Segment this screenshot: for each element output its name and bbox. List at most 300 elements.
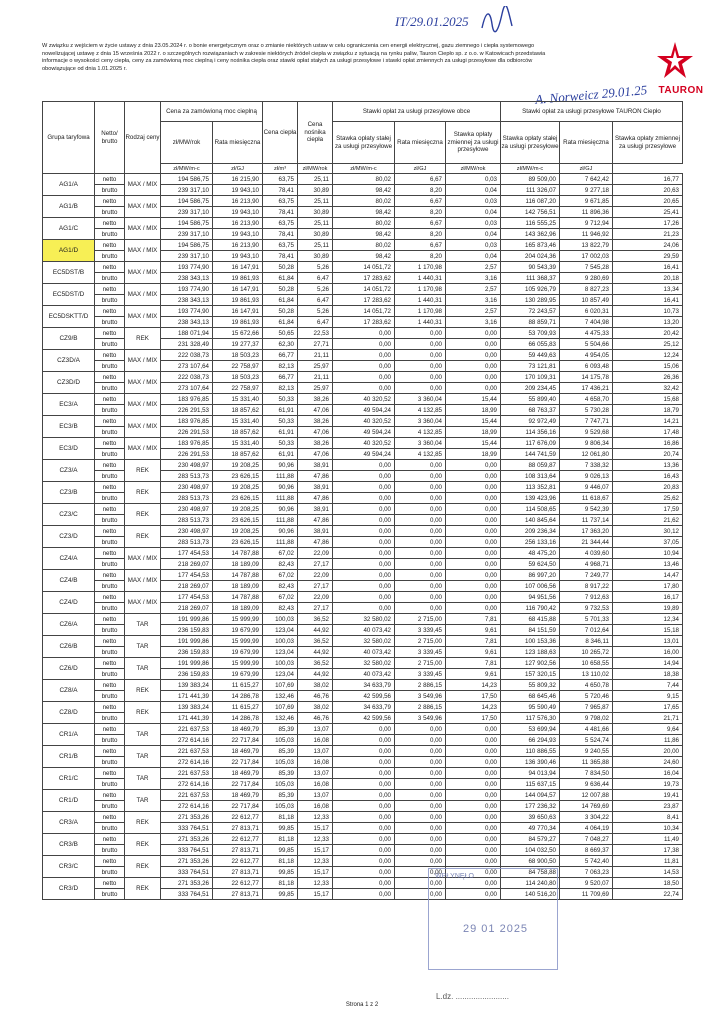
value-cell: 7 912,63 [560, 592, 613, 603]
value-cell: 0,00 [395, 845, 446, 856]
value-cell: 16,41 [613, 295, 683, 306]
tariff-group-cell: CR3/C [43, 856, 95, 878]
table-row [43, 504, 683, 515]
value-cell: 24,60 [613, 757, 683, 768]
value-cell: 13,36 [613, 460, 683, 471]
value-cell: 0,00 [446, 592, 501, 603]
value-cell: 8 827,23 [560, 284, 613, 295]
value-cell: 98,42 [333, 207, 395, 218]
value-cell: 333 764,51 [161, 823, 213, 834]
value-cell: 171 441,39 [161, 713, 213, 724]
value-cell: 1 170,98 [395, 306, 446, 317]
value-cell: 5,26 [298, 284, 333, 295]
value-cell: 7 249,77 [560, 570, 613, 581]
value-cell: 0,00 [395, 581, 446, 592]
value-cell: 0,00 [395, 372, 446, 383]
value-cell: 61,84 [263, 317, 298, 328]
value-cell: 272 614,16 [161, 779, 213, 790]
unit-cell: zł/GJ [395, 164, 446, 174]
value-cell: 17,26 [613, 218, 683, 229]
price-kind-cell: MAX / MIX [125, 394, 161, 416]
value-cell: 11 946,92 [560, 229, 613, 240]
value-cell: 5 701,33 [560, 614, 613, 625]
value-cell: 50,33 [263, 416, 298, 427]
value-cell: 114 240,80 [501, 878, 560, 889]
unit-cell: zł/MW/rok [298, 164, 333, 174]
value-cell: 18 189,09 [213, 603, 263, 614]
value-cell: 3,16 [446, 317, 501, 328]
value-cell: 13,07 [298, 790, 333, 801]
value-cell: 116 555,25 [501, 218, 560, 229]
intro-paragraph: W związku z wejściem w życie ustawy z dnia 23.05.2024 r. o bonie energetycznym oraz o zmianie niektórych ustaw w celu ograniczenia cen energii elektrycznej, gazu ziemnego i ciepła systemowego nowelizującej ustawę z dnia 15 września 2022 r. o szczególnych rozwiązaniach w zakresie niektórych źródeł ciepła w związku z sytuacją na rynku paliw, Tauron Ciepło sp. z o.o. w Katowicach przedstawia informacje o wysokości ceny ciepła, ceny za zamówioną moc cieplną i ceny nośnika ciepła oraz stawki opłat stałych za usługi przesyłowe i stawki opłat zmiennych za usługi przesyłowe dla odbiorców obowiązujące od dnia 1.01.2025 r. [42, 43, 546, 72]
value-cell: 6,67 [395, 196, 446, 207]
value-cell: 17 363,20 [560, 526, 613, 537]
value-cell: 18 469,79 [213, 724, 263, 735]
value-cell: 144 741,59 [501, 449, 560, 460]
value-cell: 271 353,26 [161, 878, 213, 889]
value-cell: 36,52 [298, 614, 333, 625]
value-cell: 105 926,79 [501, 284, 560, 295]
brutto-label: brutto [95, 735, 125, 746]
value-cell: 13,46 [613, 559, 683, 570]
value-cell: 61,91 [263, 427, 298, 438]
value-cell: 283 513,73 [161, 515, 213, 526]
value-cell: 0,00 [333, 526, 395, 537]
value-cell: 85,39 [263, 790, 298, 801]
value-cell: 221 637,53 [161, 768, 213, 779]
value-cell: 40 073,42 [333, 647, 395, 658]
value-cell: 19 943,10 [213, 207, 263, 218]
value-cell: 16,86 [613, 438, 683, 449]
value-cell: 17,50 [446, 713, 501, 724]
value-cell: 19 277,37 [213, 339, 263, 350]
value-cell: 19,41 [613, 790, 683, 801]
value-cell: 53 699,94 [501, 724, 560, 735]
value-cell: 191 999,86 [161, 636, 213, 647]
brutto-label: brutto [95, 383, 125, 394]
value-cell: 0,00 [395, 361, 446, 372]
value-cell: 8 669,37 [560, 845, 613, 856]
value-cell: 22 612,77 [213, 878, 263, 889]
value-cell: 105,03 [263, 801, 298, 812]
value-cell: 23 626,15 [213, 493, 263, 504]
value-cell: 5 742,40 [560, 856, 613, 867]
value-cell: 5 524,74 [560, 735, 613, 746]
value-cell: 38,91 [298, 526, 333, 537]
value-cell: 27 813,71 [213, 867, 263, 878]
value-cell: 19 208,25 [213, 460, 263, 471]
value-cell: 12,33 [298, 856, 333, 867]
value-cell: 38,02 [298, 702, 333, 713]
value-cell: 0,00 [395, 757, 446, 768]
netto-label: netto [95, 526, 125, 537]
price-kind-cell: MAX / MIX [125, 174, 161, 196]
page-footer: Strona 1 z 2 [345, 1002, 379, 1008]
value-cell: 5,26 [298, 262, 333, 273]
brutto-label: brutto [95, 757, 125, 768]
received-stamp [428, 868, 558, 970]
value-cell: 0,00 [333, 581, 395, 592]
value-cell: 18,99 [446, 449, 501, 460]
value-cell: 0,00 [446, 856, 501, 867]
value-cell: 0,00 [333, 471, 395, 482]
table-row [43, 372, 683, 383]
value-cell: 140 845,64 [501, 515, 560, 526]
value-cell: 17 283,62 [333, 295, 395, 306]
value-cell: 34 633,79 [333, 702, 395, 713]
value-cell: 47,86 [298, 493, 333, 504]
price-kind-cell: MAX / MIX [125, 416, 161, 438]
table-row [43, 416, 683, 427]
table-row [43, 394, 683, 405]
table-row [43, 878, 683, 889]
value-cell: 15 331,40 [213, 416, 263, 427]
value-cell: 0,00 [333, 878, 395, 889]
value-cell: 0,00 [446, 878, 501, 889]
value-cell: 105,03 [263, 779, 298, 790]
value-cell: 14,23 [446, 702, 501, 713]
value-cell: 14 051,72 [333, 306, 395, 317]
value-cell: 22,74 [613, 889, 683, 900]
value-cell: 230 498,97 [161, 526, 213, 537]
netto-label: netto [95, 372, 125, 383]
value-cell: 17,65 [613, 702, 683, 713]
value-cell: 42 599,56 [333, 713, 395, 724]
netto-label: netto [95, 878, 125, 889]
value-cell: 47,86 [298, 515, 333, 526]
value-cell: 17,50 [446, 691, 501, 702]
value-cell: 15,17 [298, 867, 333, 878]
brutto-label: brutto [95, 229, 125, 240]
handwritten-signature [478, 6, 518, 36]
netto-label: netto [95, 240, 125, 251]
value-cell: 0,00 [446, 339, 501, 350]
value-cell: 38,91 [298, 460, 333, 471]
value-cell: 21 344,44 [560, 537, 613, 548]
value-cell: 226 291,53 [161, 405, 213, 416]
brutto-label: brutto [95, 669, 125, 680]
value-cell: 226 291,53 [161, 449, 213, 460]
netto-label: netto [95, 768, 125, 779]
value-cell: 29,59 [613, 251, 683, 262]
value-cell: 99,85 [263, 823, 298, 834]
value-cell: 108 313,64 [501, 471, 560, 482]
value-cell: 92 972,49 [501, 416, 560, 427]
value-cell: 19 943,10 [213, 251, 263, 262]
value-cell: 7 747,71 [560, 416, 613, 427]
value-cell: 38,91 [298, 504, 333, 515]
unit-cell: zł/MW/m-c [333, 164, 395, 174]
value-cell: 0,00 [395, 526, 446, 537]
value-cell: 0,00 [395, 603, 446, 614]
value-cell: 0,00 [333, 735, 395, 746]
value-cell: 86 997,20 [501, 570, 560, 581]
value-cell: 82,13 [263, 383, 298, 394]
tariff-group-cell: CR1/A [43, 724, 95, 746]
value-cell: 0,00 [333, 537, 395, 548]
value-cell: 44,92 [298, 669, 333, 680]
value-cell: 3 304,22 [560, 812, 613, 823]
value-cell: 11 365,88 [560, 757, 613, 768]
value-cell: 50,28 [263, 306, 298, 317]
value-cell: 82,43 [263, 603, 298, 614]
value-cell: 63,75 [263, 218, 298, 229]
value-cell: 14 175,78 [560, 372, 613, 383]
value-cell: 25,12 [613, 339, 683, 350]
brutto-label: brutto [95, 471, 125, 482]
value-cell: 283 513,73 [161, 537, 213, 548]
value-cell: 18,50 [613, 878, 683, 889]
value-cell: 50,33 [263, 438, 298, 449]
value-cell: 6 093,48 [560, 361, 613, 372]
unit-cell: zł/GJ [213, 164, 263, 174]
table-row [43, 240, 683, 251]
value-cell: 0,00 [446, 790, 501, 801]
value-cell: 19 208,25 [213, 482, 263, 493]
header-transfer-tauron: Stawki opłat za usługi przesyłowe TAURON Ciepło [501, 102, 683, 122]
brutto-label: brutto [95, 537, 125, 548]
value-cell: 68 900,50 [501, 856, 560, 867]
value-cell: 16 147,91 [213, 262, 263, 273]
value-cell: 19,89 [613, 603, 683, 614]
price-kind-cell: REK [125, 482, 161, 504]
value-cell: 2 886,15 [395, 680, 446, 691]
value-cell: 11 709,69 [560, 889, 613, 900]
value-cell: 7 012,64 [560, 625, 613, 636]
value-cell: 55 899,40 [501, 394, 560, 405]
value-cell: 0,00 [395, 328, 446, 339]
value-cell: 55 809,32 [501, 680, 560, 691]
value-cell: 16,04 [613, 768, 683, 779]
value-cell: 9 732,53 [560, 603, 613, 614]
value-cell: 9 542,39 [560, 504, 613, 515]
value-cell: 13,07 [298, 746, 333, 757]
tariff-group-cell: AG1/B [43, 196, 95, 218]
value-cell: 236 159,83 [161, 625, 213, 636]
value-cell: 222 038,73 [161, 372, 213, 383]
value-cell: 59 449,63 [501, 350, 560, 361]
value-cell: 183 976,85 [161, 416, 213, 427]
price-kind-cell: TAR [125, 636, 161, 658]
value-cell: 32 580,02 [333, 614, 395, 625]
table-row [43, 768, 683, 779]
value-cell: 142 756,51 [501, 207, 560, 218]
value-cell: 40 320,52 [333, 438, 395, 449]
price-kind-cell: REK [125, 812, 161, 834]
value-cell: 238 343,13 [161, 317, 213, 328]
value-cell: 26,36 [613, 372, 683, 383]
value-cell: 0,00 [446, 823, 501, 834]
value-cell: 61,84 [263, 273, 298, 284]
value-cell: 256 133,16 [501, 537, 560, 548]
value-cell: 272 614,16 [161, 801, 213, 812]
value-cell: 47,06 [298, 427, 333, 438]
value-cell: 10 265,72 [560, 647, 613, 658]
value-cell: 20,42 [613, 328, 683, 339]
brutto-label: brutto [95, 339, 125, 350]
tariff-group-cell: CZ8/D [43, 702, 95, 724]
value-cell: 22,09 [298, 548, 333, 559]
value-cell: 13,34 [613, 284, 683, 295]
table-row [43, 592, 683, 603]
brutto-label: brutto [95, 295, 125, 306]
value-cell: 23 626,15 [213, 515, 263, 526]
value-cell: 0,00 [395, 790, 446, 801]
value-cell: 4 039,60 [560, 548, 613, 559]
unit-cell: zł/m³ [263, 164, 298, 174]
value-cell: 2 715,00 [395, 614, 446, 625]
value-cell: 15 331,40 [213, 438, 263, 449]
value-cell: 193 774,90 [161, 306, 213, 317]
value-cell: 10 857,49 [560, 295, 613, 306]
header-variable-fee-tauron: Stawka opłaty zmiennej za usługi przesyłowe [613, 122, 683, 164]
value-cell: 0,00 [446, 570, 501, 581]
tariff-group-cell: EC3/A [43, 394, 95, 416]
value-cell: 22 758,97 [213, 361, 263, 372]
value-cell: 4 481,66 [560, 724, 613, 735]
value-cell: 18,99 [446, 427, 501, 438]
value-cell: 3 339,45 [395, 625, 446, 636]
value-cell: 32 580,02 [333, 658, 395, 669]
header-transfer-foreign: Stawki opłat za usługi przesyłowe obce [333, 102, 501, 122]
value-cell: 12,33 [298, 834, 333, 845]
value-cell: 0,00 [395, 504, 446, 515]
brutto-label: brutto [95, 823, 125, 834]
value-cell: 15,44 [446, 394, 501, 405]
value-cell: 0,00 [395, 592, 446, 603]
value-cell: 0,00 [395, 724, 446, 735]
value-cell: 3 360,04 [395, 416, 446, 427]
value-cell: 47,06 [298, 405, 333, 416]
value-cell: 107,69 [263, 680, 298, 691]
netto-label: netto [95, 460, 125, 471]
value-cell: 0,00 [446, 735, 501, 746]
value-cell: 2 715,00 [395, 658, 446, 669]
value-cell: 73 121,81 [501, 361, 560, 372]
value-cell: 9 712,94 [560, 218, 613, 229]
value-cell: 47,86 [298, 471, 333, 482]
header-rate-monthly: Rata miesięczna [395, 122, 446, 164]
value-cell: 89 509,00 [501, 174, 560, 185]
value-cell: 230 498,97 [161, 482, 213, 493]
value-cell: 107 006,56 [501, 581, 560, 592]
value-cell: 22,53 [298, 328, 333, 339]
value-cell: 95 590,49 [501, 702, 560, 713]
tariff-group-cell: EC3/B [43, 416, 95, 438]
tariff-group-cell: CZ3D/D [43, 372, 95, 394]
value-cell: 78,41 [263, 185, 298, 196]
value-cell: 104 032,50 [501, 845, 560, 856]
value-cell: 66 055,83 [501, 339, 560, 350]
value-cell: 132,46 [263, 691, 298, 702]
value-cell: 0,00 [395, 339, 446, 350]
value-cell: 8 917,22 [560, 581, 613, 592]
value-cell: 18 469,79 [213, 790, 263, 801]
value-cell: 9,15 [613, 691, 683, 702]
value-cell: 3,16 [446, 273, 501, 284]
value-cell: 221 637,53 [161, 746, 213, 757]
value-cell: 0,03 [446, 240, 501, 251]
value-cell: 9 240,55 [560, 746, 613, 757]
netto-label: netto [95, 856, 125, 867]
netto-label: netto [95, 790, 125, 801]
value-cell: 111,88 [263, 537, 298, 548]
value-cell: 0,00 [395, 867, 446, 878]
value-cell: 36,52 [298, 658, 333, 669]
tariff-group-cell: CR3/B [43, 834, 95, 856]
price-kind-cell: MAX / MIX [125, 570, 161, 592]
value-cell: 0,00 [333, 768, 395, 779]
value-cell: 13 822,79 [560, 240, 613, 251]
netto-label: netto [95, 702, 125, 713]
value-cell: 13,07 [298, 768, 333, 779]
price-kind-cell: TAR [125, 768, 161, 790]
value-cell: 0,00 [395, 515, 446, 526]
price-kind-cell: TAR [125, 790, 161, 812]
value-cell: 107,69 [263, 702, 298, 713]
value-cell: 139 423,96 [501, 493, 560, 504]
value-cell: 18 469,79 [213, 768, 263, 779]
value-cell: 0,00 [333, 504, 395, 515]
value-cell: 9 806,34 [560, 438, 613, 449]
value-cell: 4 475,33 [560, 328, 613, 339]
value-cell: 14 787,88 [213, 548, 263, 559]
value-cell: 30,89 [298, 207, 333, 218]
value-cell: 0,00 [446, 471, 501, 482]
value-cell: 0,00 [395, 768, 446, 779]
value-cell: 18,99 [446, 405, 501, 416]
netto-label: netto [95, 482, 125, 493]
value-cell: 238 343,13 [161, 273, 213, 284]
value-cell: 123,04 [263, 647, 298, 658]
table-row [43, 856, 683, 867]
value-cell: 24,06 [613, 240, 683, 251]
value-cell: 27,17 [298, 559, 333, 570]
value-cell: 7 063,23 [560, 867, 613, 878]
brutto-label: brutto [95, 427, 125, 438]
value-cell: 2 715,00 [395, 636, 446, 647]
value-cell: 115 637,15 [501, 779, 560, 790]
brutto-label: brutto [95, 273, 125, 284]
value-cell: 123 188,63 [501, 647, 560, 658]
value-cell: 9,61 [446, 625, 501, 636]
value-cell: 19 861,93 [213, 317, 263, 328]
value-cell: 66,77 [263, 350, 298, 361]
value-cell: 0,00 [333, 779, 395, 790]
value-cell: 94 013,94 [501, 768, 560, 779]
value-cell: 0,00 [446, 361, 501, 372]
value-cell: 6,67 [395, 240, 446, 251]
value-cell: 9 798,02 [560, 713, 613, 724]
value-cell: 333 764,51 [161, 845, 213, 856]
value-cell: 271 353,26 [161, 856, 213, 867]
value-cell: 21,23 [613, 229, 683, 240]
value-cell: 0,00 [333, 548, 395, 559]
value-cell: 30,89 [298, 251, 333, 262]
value-cell: 90,96 [263, 460, 298, 471]
value-cell: 0,00 [333, 383, 395, 394]
value-cell: 14,47 [613, 570, 683, 581]
header-heat-price: Cena ciepła [263, 102, 298, 164]
value-cell: 0,00 [395, 350, 446, 361]
value-cell: 21,71 [613, 713, 683, 724]
netto-label: netto [95, 218, 125, 229]
value-cell: 0,00 [333, 823, 395, 834]
value-cell: 84 579,27 [501, 834, 560, 845]
value-cell: 123,04 [263, 625, 298, 636]
table-row [43, 526, 683, 537]
value-cell: 8,41 [613, 812, 683, 823]
